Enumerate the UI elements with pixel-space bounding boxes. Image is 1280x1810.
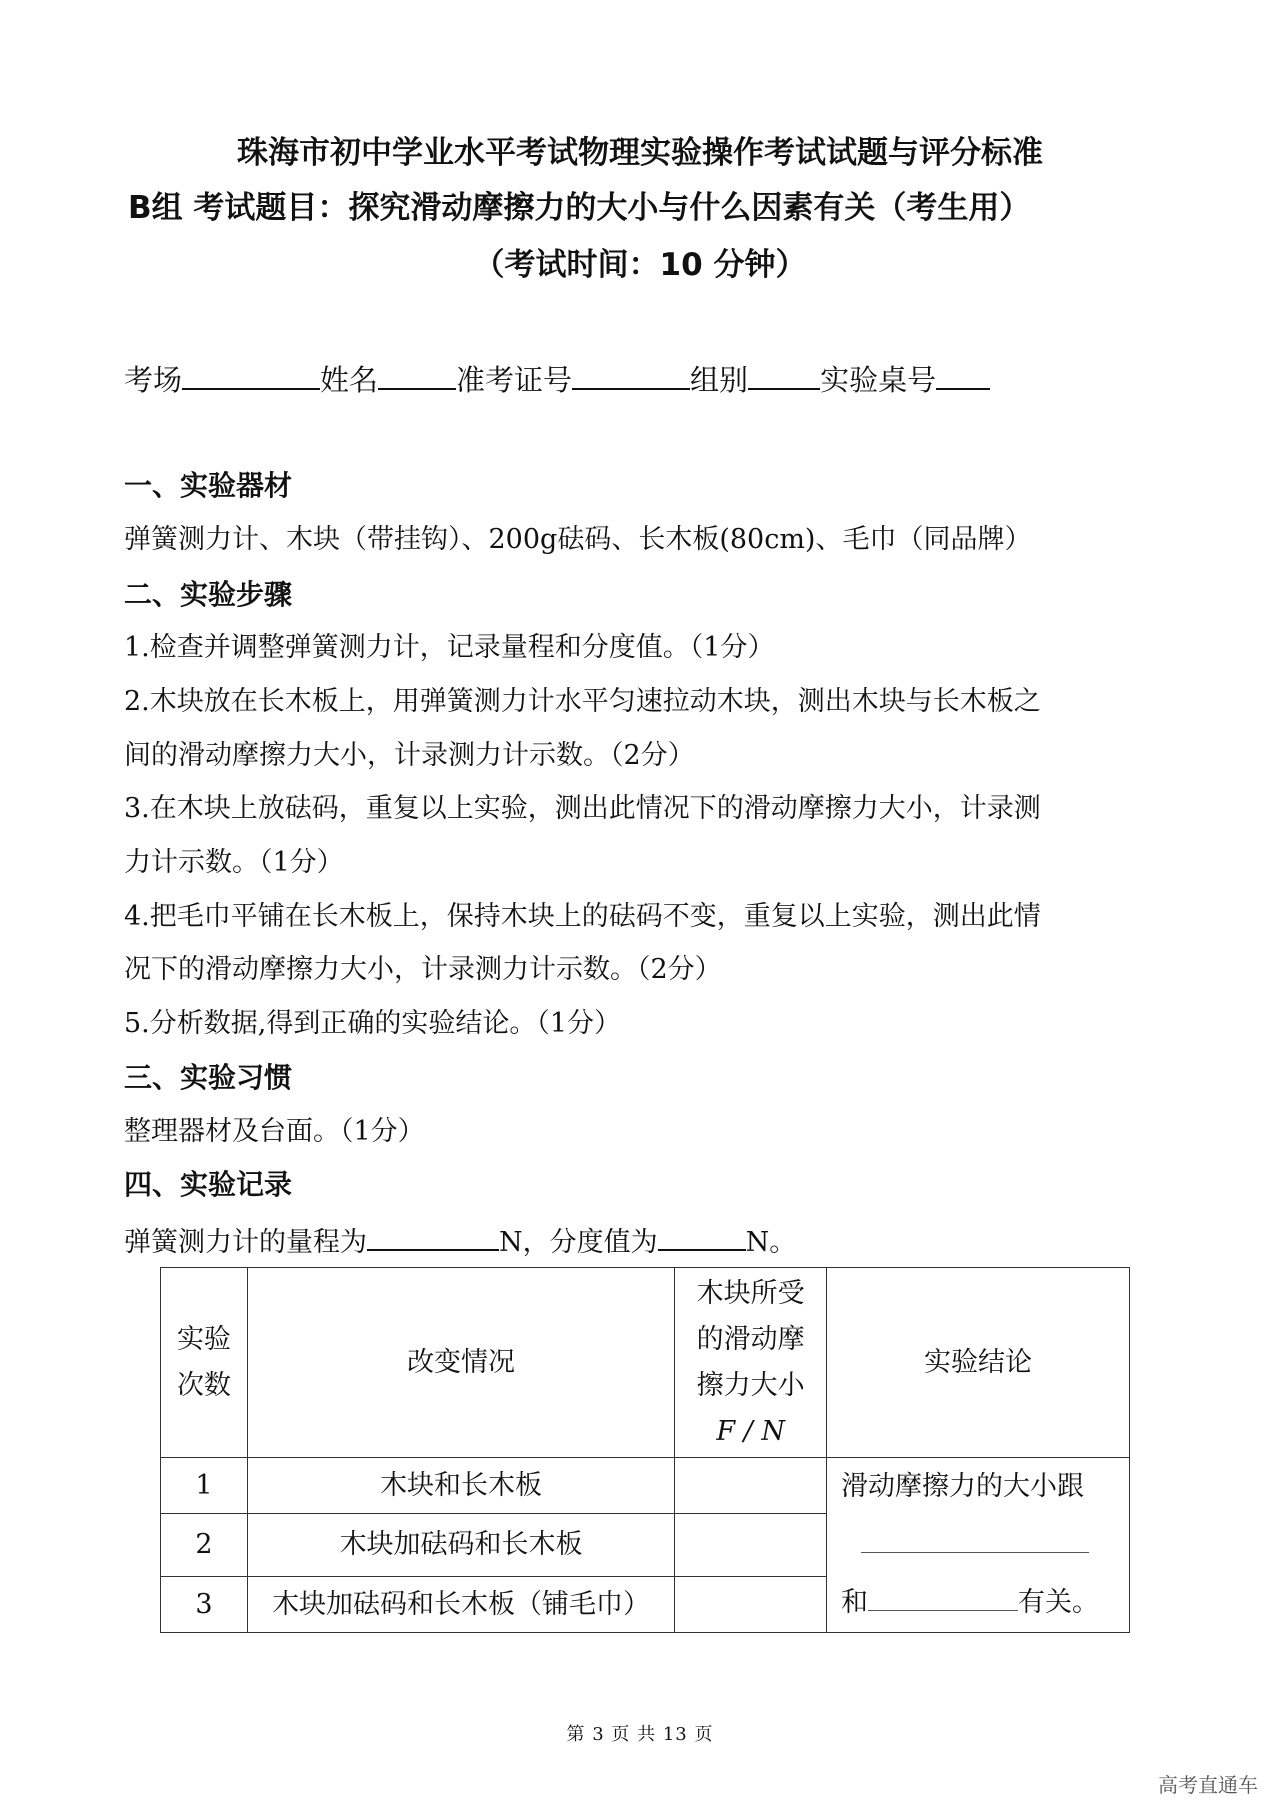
range-suffix: N。 [745,1227,797,1258]
trial-number: 2 [161,1514,248,1577]
watermark: 高考直通车 [1158,1773,1258,1797]
conclusion-cell: 滑动摩擦力的大小跟 和 有关。 [827,1458,1130,1633]
title-line-2: B组 考试题目：探究滑动摩擦力的大小与什么因素有关（考生用） [128,190,1031,226]
desk-label: 实验桌号 [820,363,937,397]
force-input-cell[interactable] [675,1577,827,1633]
name-label: 姓名 [320,363,379,397]
range-prefix: 弹簧测力计的量程为 [124,1227,367,1258]
record-table [160,1267,1130,1633]
header-conclusion: 实验结论 [827,1268,1130,1458]
title-line-1: 珠海市初中学业水平考试物理实验操作考试试题与评分标准 [237,135,1043,171]
page-footer: 第 3 页 共 13 页 [566,1724,714,1745]
header-change: 改变情况 [247,1268,674,1458]
exam-room-label: 考场 [124,363,183,397]
conclusion-blank-1[interactable] [861,1524,1089,1553]
table-row [161,1458,1130,1514]
trial-number: 1 [161,1458,248,1514]
range-blank[interactable] [367,1221,499,1251]
range-line [124,1221,796,1261]
step-line: 4.把毛巾平铺在长木板上，保持木块上的砝码不变，重复以上实验，测出此情 [124,901,1041,932]
group-label: 组别 [690,363,749,397]
change-cell: 木块加砝码和长木板（铺毛巾） [247,1577,674,1633]
ticket-label: 准考证号 [456,363,573,397]
title-line-3: （考试时间：10 分钟） [473,247,807,283]
group-blank[interactable] [748,360,820,390]
header-force: 木块所受 的滑动摩 擦力大小 F / N [675,1268,827,1458]
step-line: 5.分析数据,得到正确的实验结论。（1分） [124,1008,622,1039]
step-line: 1.检查并调整弹簧测力计，记录量程和分度值。（1分） [124,632,775,663]
section-2-heading: 二、实验步骤 [124,578,293,611]
section-1-heading: 一、实验器材 [124,469,293,502]
step-line: 2.木块放在长木板上，用弹簧测力计水平匀速拉动木块，测出木块与长木板之 [124,686,1041,717]
ticket-blank[interactable] [572,360,690,390]
name-blank[interactable] [378,360,456,390]
range-mid: N，分度值为 [499,1227,658,1258]
change-cell: 木块和长木板 [247,1458,674,1514]
force-input-cell[interactable] [675,1458,827,1514]
step-line: 况下的滑动摩擦力大小，计录测力计示数。（2分） [124,954,722,985]
step-line: 间的滑动摩擦力大小，计录测力计示数。（2分） [124,740,695,771]
section-4-heading: 四、实验记录 [124,1168,293,1201]
conclusion-blank-2[interactable] [868,1582,1018,1611]
division-blank[interactable] [658,1221,746,1251]
table-header-row [161,1268,1130,1458]
section-3-heading: 三、实验习惯 [124,1061,293,1094]
header-trial: 实验 次数 [161,1268,248,1458]
change-cell: 木块加砝码和长木板 [247,1514,674,1577]
exam-room-blank[interactable] [182,360,320,390]
force-input-cell[interactable] [675,1514,827,1577]
equipment-list: 弹簧测力计、木块（带挂钩）、200g砝码、长木板(80cm)、毛巾（同品牌） [124,524,1032,555]
desk-blank[interactable] [936,360,990,390]
candidate-info [124,358,990,399]
habit-text: 整理器材及台面。（1分） [124,1116,425,1147]
trial-number: 3 [161,1577,248,1633]
step-line: 3.在木块上放砝码，重复以上实验，测出此情况下的滑动摩擦力大小，计录测 [124,793,1041,824]
step-line: 力计示数。（1分） [124,847,344,878]
